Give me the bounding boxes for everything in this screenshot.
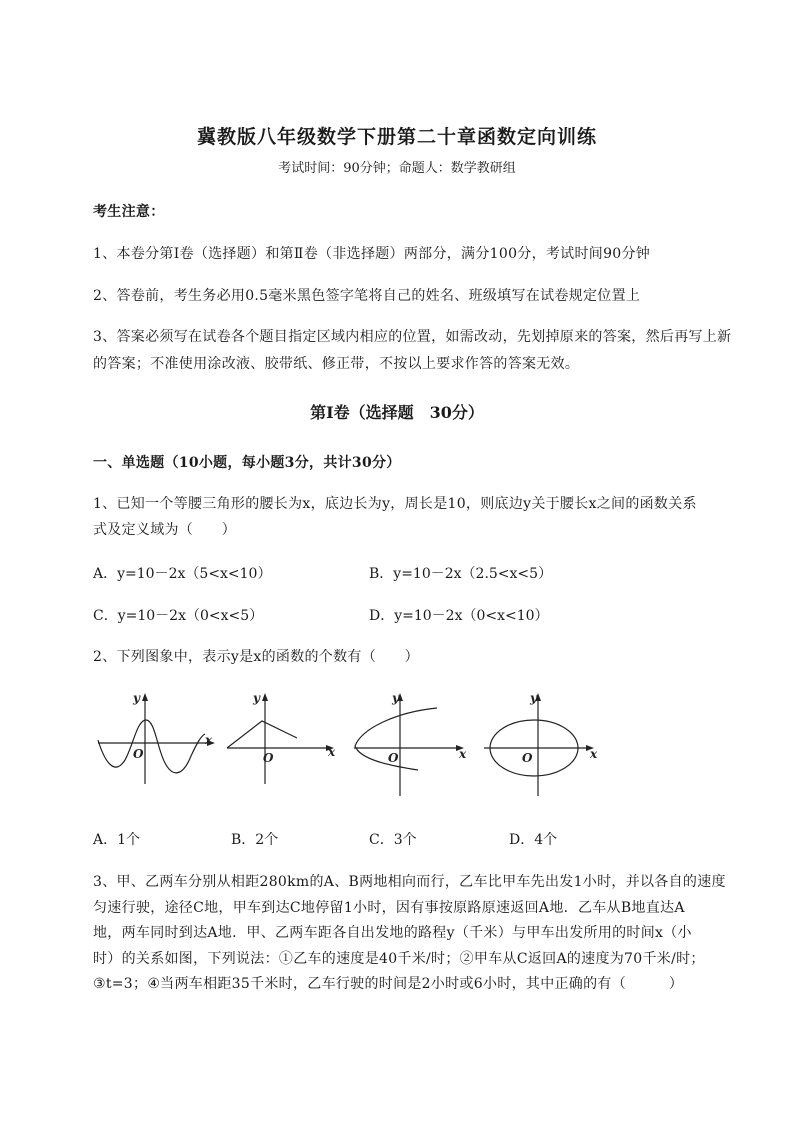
q2-graph-segments bbox=[222, 688, 352, 792]
q3-line-3: 地，两车同时到达A地．甲、乙两车距各自出发地的路程y（千米）与甲车出发所用的时间x（小 bbox=[93, 925, 692, 941]
q1-option-b[interactable]: B．y=10－2x（2.5<x<5） bbox=[369, 566, 553, 582]
y-axis-label: y bbox=[253, 691, 260, 705]
q3-line-1: 3、甲、乙两车分别从相距280km的A、B两地相向而行，乙车比甲车先出发1小时，并以各自的速度 bbox=[93, 874, 726, 890]
q3-line-5: ③t=3；④当两车相距35千米时，乙车行驶的时间是2小时或6小时，其中正确的有（ ） bbox=[93, 976, 684, 992]
q1-option-c[interactable]: C．y=10－2x（0<x<5） bbox=[93, 608, 264, 624]
y-axis-arrow-icon bbox=[262, 693, 268, 701]
q2-graph-ellipse bbox=[482, 688, 612, 802]
y-axis-arrow-icon bbox=[142, 693, 148, 701]
y-axis-label: y bbox=[392, 691, 399, 705]
q2-graph-sine bbox=[93, 688, 223, 792]
x-axis-label: x bbox=[328, 745, 336, 759]
notice-item-2: 2、答卷前，考生务必用0.5毫米黑色签字笔将自己的姓名、班级填写在试卷规定位置上 bbox=[93, 288, 641, 304]
q3-line-2: 匀速行驶，途径C地，甲车到达C地停留1小时，因有事按原路原速返回A地．乙车从B地直达A bbox=[93, 900, 685, 916]
q1-option-d[interactable]: D．y=10－2x（0<x<10） bbox=[369, 608, 549, 624]
q3-line-4: 时）的关系如图，下列说法：①乙车的速度是40千米/时；②甲车从C返回A的速度为70千米/时； bbox=[93, 951, 705, 967]
origin-label: O bbox=[388, 751, 399, 765]
notice-item-3-cont: 的答案；不准使用涂改液、胶带纸、修正带，不按以上要求作答的答案无效。 bbox=[93, 356, 580, 372]
q2-option-b[interactable]: B．2个 bbox=[231, 832, 279, 848]
segment-curve bbox=[227, 721, 297, 748]
notice-heading: 考生注意： bbox=[93, 204, 165, 220]
section-heading: 一、单选题（10小题，每小题3分，共计30分） bbox=[93, 455, 401, 471]
q1-stem-line2: 式及定义域为（ ） bbox=[93, 522, 236, 538]
notice-item-1: 1、本卷分第I卷（选择题）和第Ⅱ卷（非选择题）两部分，满分100分，考试时间90分钟 bbox=[93, 246, 651, 262]
q2-option-d[interactable]: D．4个 bbox=[509, 832, 558, 848]
sine-curve bbox=[98, 720, 205, 773]
origin-label: O bbox=[133, 747, 144, 761]
y-axis-label: y bbox=[133, 691, 140, 705]
x-axis-label: x bbox=[459, 747, 467, 761]
q2-stem: 2、下列图象中，表示y是x的函数的个数有（ ） bbox=[93, 649, 419, 665]
q1-option-a[interactable]: A．y=10－2x（5<x<10） bbox=[93, 566, 272, 582]
x-axis-label: x bbox=[590, 747, 598, 761]
q2-option-a[interactable]: A．1个 bbox=[93, 832, 141, 848]
x-axis-label: x bbox=[205, 733, 213, 747]
origin-label: O bbox=[522, 751, 533, 765]
notice-item-3: 3、答案必须写在试卷各个题目指定区域内相应的位置，如需改动，先划掉原来的答案，然后再写上新 bbox=[93, 329, 732, 345]
origin-label: O bbox=[263, 751, 274, 765]
y-axis-label: y bbox=[530, 691, 537, 705]
q2-option-c[interactable]: C．3个 bbox=[369, 832, 417, 848]
q2-graph-parabola bbox=[352, 688, 482, 802]
exam-info: 考试时间：90分钟；命题人：数学教研组 bbox=[278, 161, 516, 176]
page-title: 冀教版八年级数学下册第二十章函数定向训练 bbox=[196, 126, 597, 148]
part1-title: 第I卷（选择题 30分） bbox=[310, 403, 484, 422]
q1-stem-line1: 1、已知一个等腰三角形的腰长为x，底边长为y，周长是10，则底边y关于腰长x之间的函数关系 bbox=[93, 496, 697, 512]
